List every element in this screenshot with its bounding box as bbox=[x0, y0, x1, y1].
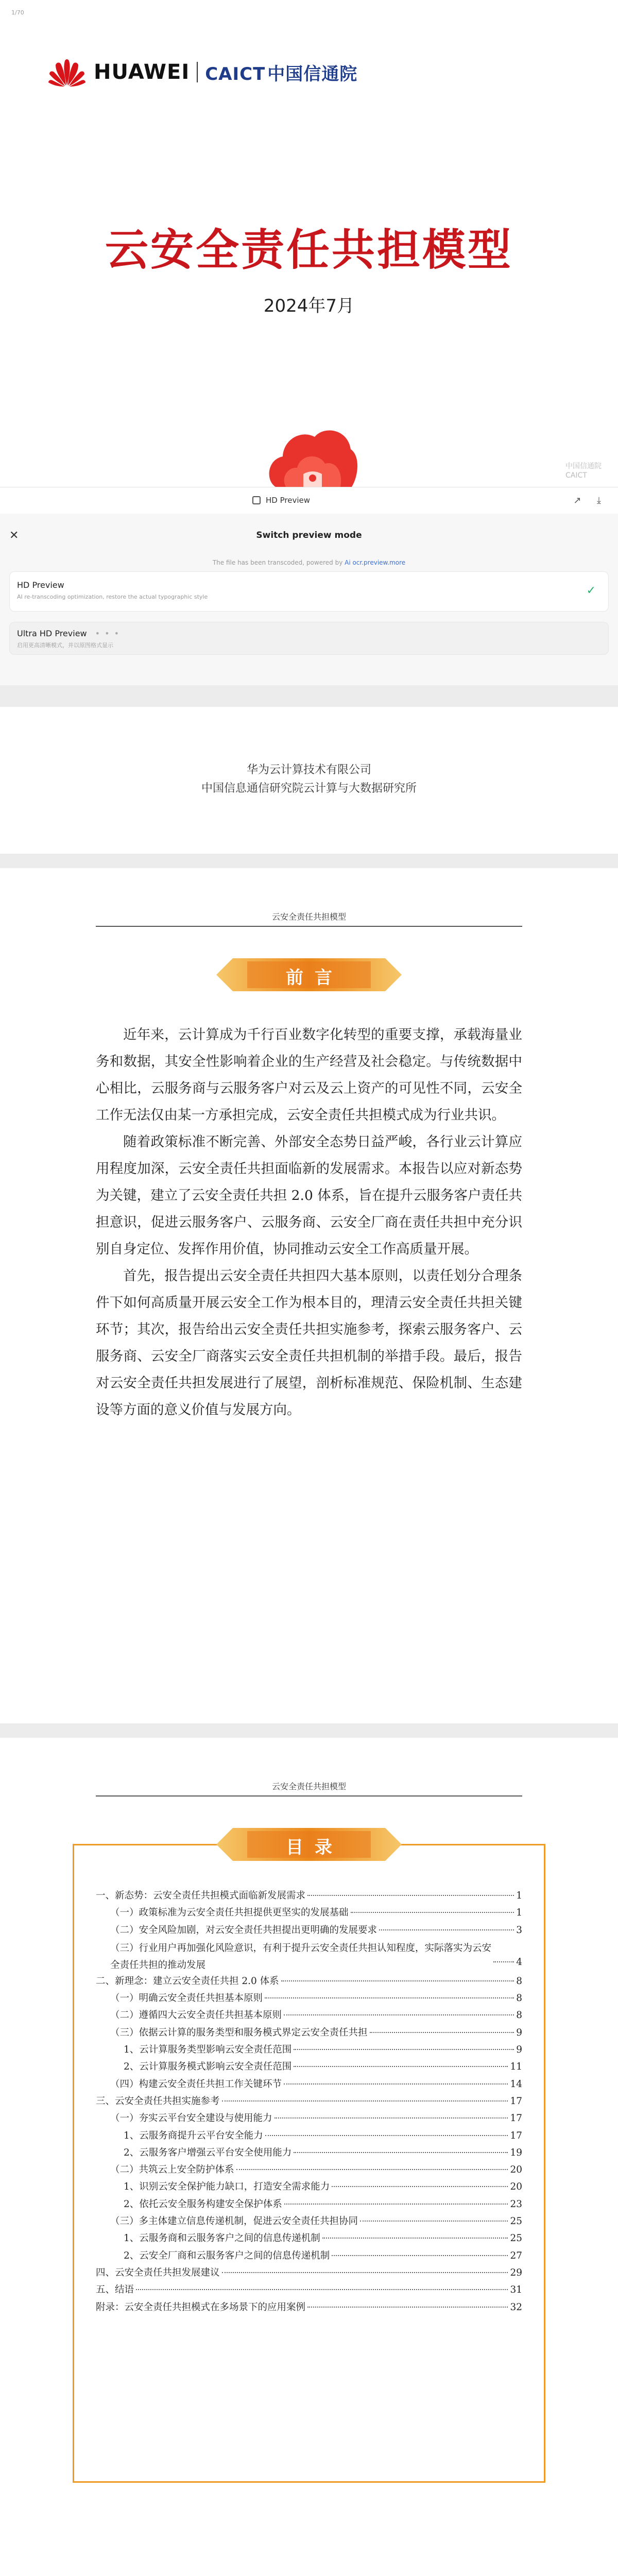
toc-entry-title: （三）多主体建立信息传递机制，促进云安全责任共担协同 bbox=[110, 2216, 358, 2227]
toc-leader-dots bbox=[351, 1912, 514, 1913]
toc-leader-dots bbox=[284, 2083, 508, 2084]
share-icon[interactable]: ↗ bbox=[573, 495, 581, 506]
toc-entry-title: 2、云计算服务模式影响云安全责任范围 bbox=[124, 2061, 292, 2073]
toc-entry-page: 1 bbox=[516, 1890, 522, 1901]
toc-entry[interactable] bbox=[96, 2059, 522, 2076]
toc-entry-page: 9 bbox=[516, 2027, 522, 2038]
toc-entry-title: 1、云服务商提升云平台安全能力 bbox=[124, 2130, 263, 2141]
toc-entry[interactable] bbox=[96, 2214, 522, 2231]
toc-entry-title: 二、新理念：建立云安全责任共担 2.0 体系 bbox=[96, 1975, 279, 1987]
toc-leader-dots bbox=[265, 2135, 508, 2136]
toc-entry[interactable] bbox=[96, 2008, 522, 2025]
toc-entry[interactable] bbox=[96, 1888, 522, 1905]
toc-entry[interactable] bbox=[96, 2248, 522, 2265]
toc-entry-page: 25 bbox=[510, 2216, 522, 2227]
toc-leader-dots bbox=[360, 2221, 508, 2222]
toc-entry-title: （二）安全风险加剧，对云安全责任共担提出更明确的发展要求 bbox=[110, 1924, 377, 1936]
toc-entry[interactable] bbox=[96, 1940, 522, 1974]
toc-entry-page: 8 bbox=[516, 2010, 522, 2021]
toc-entry-page: 1 bbox=[516, 1907, 522, 1919]
toc-entry[interactable] bbox=[96, 2197, 522, 2214]
publisher-huawei: 华为云计算技术有限公司 bbox=[246, 764, 371, 776]
toc-entry-title: 2、云服务客户增强云平台安全使用能力 bbox=[124, 2147, 292, 2158]
toc-entry-page: 29 bbox=[510, 2267, 522, 2278]
toc-entry[interactable] bbox=[96, 1905, 522, 1922]
toc-entry-title: 2、依托云安全服务构建安全保护体系 bbox=[124, 2198, 282, 2210]
toc-entry-title: （一）政策标准为云安全责任共担提供更坚实的发展基础 bbox=[110, 1907, 349, 1919]
toc-leader-dots bbox=[294, 2066, 508, 2067]
toc-entry[interactable] bbox=[96, 2162, 522, 2179]
header-rule bbox=[96, 926, 522, 927]
caict-wordmark bbox=[205, 60, 357, 85]
toc-entry-title: 附录：云安全责任共担模式在多场景下的应用案例 bbox=[96, 2301, 306, 2313]
toc-entry-page: 3 bbox=[516, 1924, 522, 1936]
preview-mode-panel bbox=[0, 514, 618, 685]
toc-leader-dots bbox=[236, 2169, 508, 2170]
toc-entry-page: 25 bbox=[510, 2233, 522, 2244]
preface-paragraph: 随着政策标准不断完善、外部安全态势日益严峻，各行业云计算应用程度加深，云安全责任共担面临新的发展需求。本报告以应对新态势为关键，建立了云安全责任共担 2.0 体系，旨在提升云服务客户责任共担意识，促进云服务客户、云服务商、云安全厂商在责任共担中充分识别自身定位、发挥作用价值，协同推动云安全工作高质量开展。 bbox=[96, 1134, 522, 1257]
publisher-caict: 中国信息通信研究院云计算与大数据研究所 bbox=[201, 782, 417, 795]
preface-page bbox=[0, 868, 618, 1723]
option-hd-preview[interactable]: HD Preview AI re-transcoding optimization, restore the actual typographic style ✓ bbox=[9, 571, 609, 612]
cloud-shield-illustration bbox=[265, 423, 358, 487]
toc-entry-title: 1、云计算服务类型影响云安全责任范围 bbox=[124, 2044, 292, 2056]
toc-leader-dots bbox=[332, 2255, 508, 2256]
huawei-wordmark: HUAWEI bbox=[94, 60, 190, 84]
toc-entry[interactable] bbox=[96, 2111, 522, 2128]
page-counter: 1/70 bbox=[11, 9, 24, 16]
toc-leader-dots bbox=[370, 2032, 514, 2033]
preview-mode-icon bbox=[252, 496, 261, 504]
toc-leader-dots bbox=[274, 2117, 508, 2119]
loading-dots-icon: • • • bbox=[95, 629, 121, 638]
toc-entry-title: 一、新态势：云安全责任共担模式面临新发展需求 bbox=[96, 1890, 306, 1901]
toc-entry-title: 四、云安全责任共担发展建议 bbox=[96, 2267, 220, 2278]
option-ultra-hd-preview[interactable]: Ultra HD Preview • • • 启用更高清晰模式，并以原图格式显示 bbox=[9, 622, 609, 655]
toc-entry[interactable] bbox=[96, 2042, 522, 2059]
toc-entry-page: 8 bbox=[516, 1975, 522, 1987]
toc-entry[interactable] bbox=[96, 1923, 522, 1940]
toc-entry-page: 31 bbox=[510, 2284, 522, 2296]
toc-entry-title: （三）行业用户再加强化风险意识，有利于提升云安全责任共担认知程度，实际落实为云安全责任共担的推动发展 bbox=[110, 1942, 492, 1971]
toc-leader-dots bbox=[307, 1895, 514, 1896]
toc-entry-title: （一）明确云安全责任共担基本原则 bbox=[110, 1993, 263, 2004]
caict-chinese: 中国信通院 bbox=[267, 63, 358, 84]
preview-mode-label: HD Preview bbox=[266, 496, 310, 505]
header-rule bbox=[96, 1795, 522, 1797]
toc-entry-page: 17 bbox=[510, 2095, 522, 2107]
panel-title: Switch preview mode bbox=[256, 530, 362, 540]
toc-entry-page: 17 bbox=[510, 2130, 522, 2141]
toc-leader-dots bbox=[281, 1980, 514, 1981]
watermark: 中国信通院 CAICT bbox=[565, 462, 602, 480]
panel-subtitle: The file has been transcoded, powered by Ai ocr.preview.more bbox=[212, 559, 406, 566]
toc-entry-page: 9 bbox=[516, 2044, 522, 2056]
toc-leader-dots bbox=[265, 1997, 514, 1998]
toc-entry-page: 32 bbox=[510, 2301, 522, 2313]
toc-leader-dots bbox=[284, 2204, 508, 2205]
toc-entry-page: 11 bbox=[510, 2061, 522, 2073]
toc-entry[interactable] bbox=[96, 2265, 522, 2282]
toc-entry[interactable] bbox=[96, 1991, 522, 2008]
toc-leader-dots bbox=[222, 2272, 508, 2273]
toc-entry[interactable] bbox=[96, 1974, 522, 1991]
toc-entry[interactable] bbox=[96, 2300, 522, 2317]
toc-entry-title: （二）遵循四大云安全责任共担基本原则 bbox=[110, 2010, 282, 2021]
toc-entry-page: 17 bbox=[510, 2113, 522, 2124]
toc-entry-page: 23 bbox=[510, 2198, 522, 2210]
toc-entry-page: 20 bbox=[510, 2164, 522, 2176]
toc-entry[interactable] bbox=[96, 2231, 522, 2248]
toc-entry-page: 4 bbox=[516, 1956, 522, 1968]
toc-entry-page: 8 bbox=[516, 1993, 522, 2004]
toc-entry-title: （二）共筑云上安全防护体系 bbox=[110, 2164, 234, 2176]
toc-entry-title: （四）构建云安全责任共担工作关键环节 bbox=[110, 2078, 282, 2090]
toc-leader-dots bbox=[322, 2238, 508, 2239]
download-icon[interactable]: ⤓ bbox=[597, 495, 601, 506]
toc-leader-dots bbox=[332, 2186, 508, 2187]
toc-entry-title: 1、识别云安全保护能力缺口，打造安全需求能力 bbox=[124, 2181, 330, 2193]
preview-toolbar bbox=[0, 487, 618, 515]
toc-entry-title: 三、云安全责任共担实施参考 bbox=[96, 2095, 220, 2107]
cover-page bbox=[0, 0, 618, 487]
document-date: 2024年7月 bbox=[263, 296, 355, 316]
toc-entry-page: 27 bbox=[510, 2250, 522, 2261]
toc-leader-dots bbox=[307, 2307, 508, 2308]
preface-paragraph: 首先，报告提出云安全责任共担四大基本原则，以责任划分合理条件下如何高质量开展云安全工作为根本目的，理清云安全责任共担关键环节；其次，报告给出云安全责任共担实施参考，探索云服务客户、云服务商、云安全厂商落实云安全责任共担机制的举措手段。最后，报告对云安全责任共担发展进行了展望，剖析标准规范、保险机制、生态建设等方面的意义价值与发展方向。 bbox=[96, 1268, 522, 1418]
check-icon: ✓ bbox=[586, 584, 596, 597]
toc-entry[interactable] bbox=[96, 2077, 522, 2094]
toc-entry[interactable] bbox=[96, 2025, 522, 2042]
toc-entry[interactable] bbox=[96, 2282, 522, 2299]
caict-latin: CAICT bbox=[205, 63, 266, 84]
toc-leader-dots bbox=[379, 1929, 514, 1930]
toc-entry-title: （一）夯实云平台安全建设与使用能力 bbox=[110, 2113, 272, 2124]
toc-leader-dots bbox=[294, 2152, 508, 2153]
toc-entry[interactable] bbox=[96, 2179, 522, 2196]
toc-list bbox=[96, 1888, 522, 2317]
toc-entry[interactable] bbox=[96, 2145, 522, 2162]
running-header: 云安全责任共担模型 bbox=[271, 912, 346, 922]
toc-entry-title: 五、结语 bbox=[96, 2284, 134, 2296]
document-title: 云安全责任共担模型 bbox=[105, 225, 513, 275]
toc-entry-title: （三）依据云计算的服务类型和服务模式界定云安全责任共担 bbox=[110, 2027, 368, 2038]
toc-entry-title: 2、云安全厂商和云服务客户之间的信息传递机制 bbox=[124, 2250, 330, 2261]
preface-paragraph: 近年来，云计算成为千行百业数字化转型的重要支撑，承载海量业务和数据，其安全性影响着企业的生产经营及社会稳定。与传统数据中心相比，云服务商与云服务客户对云及云上资产的可见性不同，云安全工作无法仅由某一方承担完成，云安全责任共担模式成为行业共识。 bbox=[96, 1027, 522, 1123]
publisher-logos bbox=[47, 57, 357, 88]
toc-entry-page: 20 bbox=[510, 2181, 522, 2193]
preview-mode-toggle[interactable] bbox=[252, 496, 310, 505]
more-link[interactable]: Ai ocr.preview.more bbox=[345, 559, 406, 566]
toc-leader-dots bbox=[284, 2014, 514, 2015]
toc-heading: 目录 bbox=[286, 1837, 344, 1858]
publishers-page bbox=[0, 707, 618, 854]
close-icon[interactable]: ✕ bbox=[9, 529, 19, 542]
huawei-petal-logo bbox=[47, 57, 87, 88]
toc-entry[interactable] bbox=[96, 2128, 522, 2145]
toc-leader-dots bbox=[222, 2100, 508, 2102]
running-header: 云安全责任共担模型 bbox=[271, 1782, 346, 1791]
toc-leader-dots bbox=[294, 2049, 514, 2050]
toc-leader-dots bbox=[136, 2289, 508, 2290]
preface-body bbox=[96, 1022, 522, 1423]
toc-entry-title: 1、云服务商和云服务客户之间的信息传递机制 bbox=[124, 2233, 320, 2244]
toc-page bbox=[0, 1738, 618, 2576]
logo-divider bbox=[197, 62, 198, 82]
toc-leader-dots bbox=[493, 1961, 514, 1962]
toc-entry-page: 19 bbox=[510, 2147, 522, 2158]
toc-entry-page: 14 bbox=[510, 2078, 522, 2090]
toc-entry[interactable] bbox=[96, 2094, 522, 2111]
preface-heading: 前言 bbox=[286, 968, 344, 988]
